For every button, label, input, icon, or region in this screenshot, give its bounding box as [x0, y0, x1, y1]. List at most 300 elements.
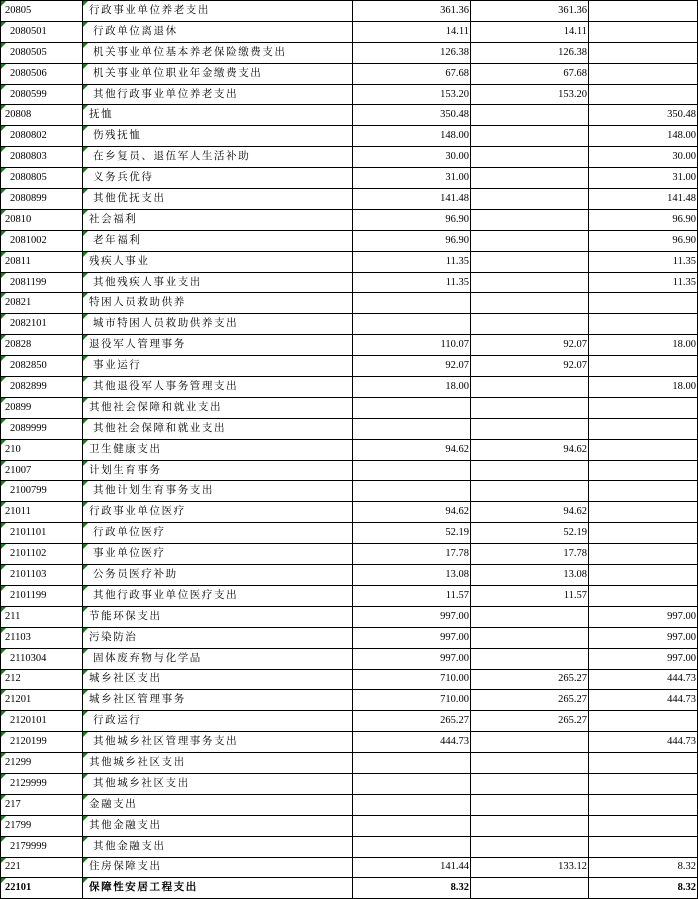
project-expenditure: 444.73	[667, 673, 696, 685]
account-name-cell[interactable]	[83, 1, 353, 22]
total-amount: 710.00	[440, 673, 469, 685]
account-code: 211	[5, 610, 21, 622]
account-name: 其他城乡社区管理事务支出	[93, 736, 239, 748]
account-name-cell[interactable]	[83, 335, 353, 356]
table-row	[1, 836, 698, 857]
cell-marker-icon	[1, 314, 6, 319]
total-amount-cell[interactable]	[353, 105, 471, 126]
account-name-cell[interactable]	[83, 272, 353, 293]
account-name-cell[interactable]	[83, 565, 353, 586]
account-code-cell[interactable]	[1, 481, 83, 502]
account-code-cell[interactable]	[1, 147, 83, 168]
account-code-cell[interactable]	[1, 544, 83, 565]
account-name-cell[interactable]	[83, 606, 353, 627]
account-code-cell[interactable]	[1, 836, 83, 857]
account-code-cell[interactable]	[1, 585, 83, 606]
cell-marker-icon	[83, 64, 88, 69]
total-amount-cell[interactable]	[353, 481, 471, 502]
total-amount-cell[interactable]	[353, 84, 471, 105]
account-code-cell[interactable]	[1, 63, 83, 84]
total-amount-cell[interactable]	[353, 815, 471, 836]
table-row	[1, 565, 698, 586]
account-code-cell[interactable]	[1, 377, 83, 398]
basic-expenditure-cell[interactable]	[471, 168, 589, 189]
account-name-cell[interactable]	[83, 794, 353, 815]
account-code: 20811	[5, 255, 31, 267]
project-expenditure-cell[interactable]	[589, 690, 698, 711]
table-row	[1, 335, 698, 356]
basic-expenditure-cell[interactable]	[471, 794, 589, 815]
project-expenditure: 11.35	[672, 255, 696, 267]
basic-expenditure: 52.19	[563, 527, 587, 539]
basic-expenditure-cell[interactable]	[471, 314, 589, 335]
account-code-cell[interactable]	[1, 460, 83, 481]
account-name-cell[interactable]	[83, 753, 353, 774]
total-amount-cell[interactable]	[353, 773, 471, 794]
account-name: 行政事业单位医疗	[89, 506, 186, 518]
account-code: 2080505	[10, 46, 47, 58]
account-code-cell[interactable]	[1, 732, 83, 753]
account-name: 在乡复员、退伍军人生活补助	[93, 151, 251, 163]
project-expenditure: 11.35	[672, 276, 696, 288]
total-amount-cell[interactable]	[353, 293, 471, 314]
total-amount-cell[interactable]	[353, 690, 471, 711]
project-expenditure-cell[interactable]	[589, 63, 698, 84]
account-code-cell[interactable]	[1, 356, 83, 377]
project-expenditure-cell[interactable]	[589, 42, 698, 63]
total-amount: 30.00	[445, 151, 469, 163]
account-name-cell[interactable]	[83, 147, 353, 168]
account-code-cell[interactable]	[1, 272, 83, 293]
cell-marker-icon	[83, 502, 88, 507]
cell-marker-icon	[83, 85, 88, 90]
total-amount: 126.38	[440, 46, 469, 58]
account-code-cell[interactable]	[1, 251, 83, 272]
total-amount-cell[interactable]	[353, 606, 471, 627]
table-row	[1, 21, 698, 42]
account-code-cell[interactable]	[1, 42, 83, 63]
account-code-cell[interactable]	[1, 209, 83, 230]
basic-expenditure-cell[interactable]	[471, 815, 589, 836]
account-code: 21201	[5, 694, 32, 706]
total-amount: 444.73	[440, 736, 469, 748]
account-name-cell[interactable]	[83, 481, 353, 502]
project-expenditure-cell[interactable]	[589, 272, 698, 293]
account-name-cell[interactable]	[83, 815, 353, 836]
account-code: 20810	[5, 213, 32, 225]
total-amount-cell[interactable]	[353, 460, 471, 481]
project-expenditure-cell[interactable]	[589, 105, 698, 126]
basic-expenditure-cell[interactable]	[471, 251, 589, 272]
basic-expenditure-cell[interactable]	[471, 377, 589, 398]
account-name-cell[interactable]	[83, 314, 353, 335]
total-amount-cell[interactable]	[353, 878, 471, 899]
project-expenditure-cell[interactable]	[589, 293, 698, 314]
account-name-cell[interactable]	[83, 836, 353, 857]
account-code-cell[interactable]	[1, 1, 83, 22]
account-name-cell[interactable]	[83, 42, 353, 63]
account-code-cell[interactable]	[1, 314, 83, 335]
project-expenditure-cell[interactable]	[589, 147, 698, 168]
total-amount-cell[interactable]	[353, 648, 471, 669]
account-code-cell[interactable]	[1, 168, 83, 189]
basic-expenditure-cell[interactable]	[471, 397, 589, 418]
account-name-cell[interactable]	[83, 189, 353, 210]
table-row	[1, 126, 698, 147]
account-code-cell[interactable]	[1, 815, 83, 836]
account-name-cell[interactable]	[83, 168, 353, 189]
table-row	[1, 794, 698, 815]
basic-expenditure-cell[interactable]	[471, 502, 589, 523]
total-amount-cell[interactable]	[353, 753, 471, 774]
cell-marker-icon	[1, 607, 6, 612]
account-code-cell[interactable]	[1, 418, 83, 439]
account-name-cell[interactable]	[83, 648, 353, 669]
account-code-cell[interactable]	[1, 857, 83, 878]
cell-marker-icon	[1, 649, 6, 654]
account-code-cell[interactable]	[1, 794, 83, 815]
account-name-cell[interactable]	[83, 502, 353, 523]
account-code-cell[interactable]	[1, 648, 83, 669]
account-code-cell[interactable]	[1, 189, 83, 210]
cell-marker-icon	[83, 544, 88, 549]
account-name-cell[interactable]	[83, 544, 353, 565]
account-code-cell[interactable]	[1, 606, 83, 627]
project-expenditure-cell[interactable]	[589, 251, 698, 272]
cell-marker-icon	[1, 586, 6, 591]
project-expenditure: 96.90	[672, 234, 696, 246]
total-amount-cell[interactable]	[353, 230, 471, 251]
account-name-cell[interactable]	[83, 585, 353, 606]
project-expenditure-cell[interactable]	[589, 732, 698, 753]
account-name-cell[interactable]	[83, 669, 353, 690]
account-code: 20808	[5, 109, 32, 121]
cell-marker-icon	[83, 711, 88, 716]
account-code: 2120199	[10, 736, 47, 748]
project-expenditure-cell[interactable]	[589, 397, 698, 418]
account-code-cell[interactable]	[1, 523, 83, 544]
total-amount-cell[interactable]	[353, 272, 471, 293]
project-expenditure-cell[interactable]	[589, 878, 698, 899]
account-name-cell[interactable]	[83, 293, 353, 314]
account-name-cell[interactable]	[83, 251, 353, 272]
total-amount-cell[interactable]	[353, 669, 471, 690]
table-row	[1, 251, 698, 272]
total-amount-cell[interactable]	[353, 794, 471, 815]
account-name-cell[interactable]	[83, 690, 353, 711]
project-expenditure-cell[interactable]	[589, 544, 698, 565]
cell-marker-icon	[1, 837, 6, 842]
basic-expenditure: 14.11	[563, 25, 587, 37]
account-name-cell[interactable]	[83, 230, 353, 251]
total-amount-cell[interactable]	[353, 397, 471, 418]
account-name-cell[interactable]	[83, 878, 353, 899]
basic-expenditure-cell[interactable]	[471, 189, 589, 210]
basic-expenditure-cell[interactable]	[471, 356, 589, 377]
account-code: 2101103	[10, 568, 47, 580]
total-amount-cell[interactable]	[353, 377, 471, 398]
total-amount-cell[interactable]	[353, 42, 471, 63]
account-name: 老年福利	[93, 234, 142, 246]
project-expenditure: 8.32	[677, 882, 696, 894]
project-expenditure-cell[interactable]	[589, 209, 698, 230]
project-expenditure-cell[interactable]	[589, 753, 698, 774]
account-name-cell[interactable]	[83, 356, 353, 377]
account-name-cell[interactable]	[83, 523, 353, 544]
basic-expenditure-cell[interactable]	[471, 105, 589, 126]
project-expenditure-cell[interactable]	[589, 794, 698, 815]
table-row	[1, 502, 698, 523]
account-code: 20821	[5, 297, 32, 309]
total-amount-cell[interactable]	[353, 189, 471, 210]
account-name: 残疾人事业	[89, 255, 150, 267]
account-code-cell[interactable]	[1, 126, 83, 147]
total-amount-cell[interactable]	[353, 732, 471, 753]
total-amount-cell[interactable]	[353, 585, 471, 606]
account-name-cell[interactable]	[83, 84, 353, 105]
basic-expenditure-cell[interactable]	[471, 690, 589, 711]
account-code-cell[interactable]	[1, 502, 83, 523]
basic-expenditure-cell[interactable]	[471, 21, 589, 42]
basic-expenditure: 133.12	[558, 861, 587, 873]
account-name-cell[interactable]	[83, 711, 353, 732]
basic-expenditure-cell[interactable]	[471, 84, 589, 105]
total-amount-cell[interactable]	[353, 418, 471, 439]
account-name-cell[interactable]	[83, 126, 353, 147]
project-expenditure: 997.00	[667, 631, 696, 643]
basic-expenditure-cell[interactable]	[471, 544, 589, 565]
account-code: 2089999	[10, 422, 47, 434]
account-name-cell[interactable]	[83, 397, 353, 418]
project-expenditure-cell[interactable]	[589, 189, 698, 210]
account-name-cell[interactable]	[83, 773, 353, 794]
cell-marker-icon	[83, 168, 88, 173]
cell-marker-icon	[1, 502, 6, 507]
basic-expenditure-cell[interactable]	[471, 585, 589, 606]
project-expenditure-cell[interactable]	[589, 815, 698, 836]
basic-expenditure-cell[interactable]	[471, 42, 589, 63]
project-expenditure-cell[interactable]	[589, 481, 698, 502]
cell-marker-icon	[83, 419, 88, 424]
basic-expenditure-cell[interactable]	[471, 418, 589, 439]
basic-expenditure-cell[interactable]	[471, 878, 589, 899]
cell-marker-icon	[1, 22, 6, 27]
basic-expenditure-cell[interactable]	[471, 209, 589, 230]
table-row	[1, 272, 698, 293]
basic-expenditure-cell[interactable]	[471, 753, 589, 774]
project-expenditure: 997.00	[667, 652, 696, 664]
account-code-cell[interactable]	[1, 878, 83, 899]
project-expenditure-cell[interactable]	[589, 648, 698, 669]
account-name-cell[interactable]	[83, 439, 353, 460]
account-name-cell[interactable]	[83, 209, 353, 230]
total-amount-cell[interactable]	[353, 356, 471, 377]
basic-expenditure-cell[interactable]	[471, 773, 589, 794]
table-row	[1, 397, 698, 418]
basic-expenditure-cell[interactable]	[471, 126, 589, 147]
total-amount-cell[interactable]	[353, 502, 471, 523]
total-amount: 11.35	[445, 276, 469, 288]
account-name-cell[interactable]	[83, 105, 353, 126]
account-code-cell[interactable]	[1, 439, 83, 460]
basic-expenditure-cell[interactable]	[471, 606, 589, 627]
project-expenditure-cell[interactable]	[589, 857, 698, 878]
account-code-cell[interactable]	[1, 84, 83, 105]
project-expenditure-cell[interactable]	[589, 1, 698, 22]
account-code-cell[interactable]	[1, 773, 83, 794]
account-code-cell[interactable]	[1, 753, 83, 774]
basic-expenditure-cell[interactable]	[471, 857, 589, 878]
total-amount-cell[interactable]	[353, 209, 471, 230]
account-code-cell[interactable]	[1, 669, 83, 690]
table-row	[1, 418, 698, 439]
account-name-cell[interactable]	[83, 377, 353, 398]
project-expenditure-cell[interactable]	[589, 21, 698, 42]
total-amount-cell[interactable]	[353, 711, 471, 732]
total-amount-cell[interactable]	[353, 147, 471, 168]
account-name-cell[interactable]	[83, 63, 353, 84]
total-amount-cell[interactable]	[353, 565, 471, 586]
account-code-cell[interactable]	[1, 230, 83, 251]
project-expenditure-cell[interactable]	[589, 418, 698, 439]
total-amount-cell[interactable]	[353, 544, 471, 565]
basic-expenditure-cell[interactable]	[471, 293, 589, 314]
project-expenditure-cell[interactable]	[589, 168, 698, 189]
project-expenditure-cell[interactable]	[589, 711, 698, 732]
cell-marker-icon	[83, 837, 88, 842]
project-expenditure-cell[interactable]	[589, 627, 698, 648]
basic-expenditure-cell[interactable]	[471, 523, 589, 544]
basic-expenditure-cell[interactable]	[471, 836, 589, 857]
table-row	[1, 147, 698, 168]
total-amount-cell[interactable]	[353, 627, 471, 648]
account-name: 事业单位医疗	[93, 548, 166, 560]
project-expenditure-cell[interactable]	[589, 773, 698, 794]
total-amount: 13.08	[445, 568, 469, 580]
cell-marker-icon	[1, 273, 6, 278]
cell-marker-icon	[1, 105, 6, 110]
project-expenditure: 997.00	[667, 610, 696, 622]
account-code-cell[interactable]	[1, 335, 83, 356]
total-amount-cell[interactable]	[353, 251, 471, 272]
basic-expenditure-cell[interactable]	[471, 669, 589, 690]
project-expenditure-cell[interactable]	[589, 606, 698, 627]
project-expenditure-cell[interactable]	[589, 836, 698, 857]
project-expenditure-cell[interactable]	[589, 565, 698, 586]
total-amount: 92.07	[445, 360, 469, 372]
account-name: 其他社会保障和就业支出	[89, 401, 223, 413]
project-expenditure-cell[interactable]	[589, 356, 698, 377]
account-code-cell[interactable]	[1, 711, 83, 732]
total-amount-cell[interactable]	[353, 857, 471, 878]
account-name: 城乡社区支出	[89, 673, 162, 685]
project-expenditure-cell[interactable]	[589, 523, 698, 544]
account-code-cell[interactable]	[1, 21, 83, 42]
basic-expenditure-cell[interactable]	[471, 335, 589, 356]
project-expenditure-cell[interactable]	[589, 84, 698, 105]
total-amount-cell[interactable]	[353, 21, 471, 42]
project-expenditure-cell[interactable]	[589, 502, 698, 523]
account-code: 20805	[5, 4, 32, 16]
table-row	[1, 314, 698, 335]
basic-expenditure: 92.07	[563, 360, 587, 372]
basic-expenditure-cell[interactable]	[471, 439, 589, 460]
cell-marker-icon	[83, 1, 88, 6]
project-expenditure-cell[interactable]	[589, 377, 698, 398]
basic-expenditure-cell[interactable]	[471, 230, 589, 251]
basic-expenditure-cell[interactable]	[471, 565, 589, 586]
total-amount-cell[interactable]	[353, 523, 471, 544]
account-name-cell[interactable]	[83, 627, 353, 648]
total-amount-cell[interactable]	[353, 314, 471, 335]
total-amount-cell[interactable]	[353, 439, 471, 460]
account-name-cell[interactable]	[83, 21, 353, 42]
total-amount-cell[interactable]	[353, 836, 471, 857]
project-expenditure-cell[interactable]	[589, 126, 698, 147]
project-expenditure-cell[interactable]	[589, 669, 698, 690]
total-amount-cell[interactable]	[353, 1, 471, 22]
account-name-cell[interactable]	[83, 857, 353, 878]
total-amount-cell[interactable]	[353, 168, 471, 189]
basic-expenditure-cell[interactable]	[471, 711, 589, 732]
basic-expenditure: 94.62	[563, 443, 587, 455]
account-code: 2082850	[10, 360, 47, 372]
total-amount-cell[interactable]	[353, 126, 471, 147]
basic-expenditure-cell[interactable]	[471, 460, 589, 481]
table-row	[1, 439, 698, 460]
account-name-cell[interactable]	[83, 418, 353, 439]
table-row	[1, 377, 698, 398]
account-code-cell[interactable]	[1, 105, 83, 126]
account-name-cell[interactable]	[83, 460, 353, 481]
account-code-cell[interactable]	[1, 565, 83, 586]
basic-expenditure-cell[interactable]	[471, 648, 589, 669]
table-row	[1, 606, 698, 627]
account-name: 其他金融支出	[89, 819, 162, 831]
account-code-cell[interactable]	[1, 397, 83, 418]
total-amount: 141.48	[440, 192, 469, 204]
project-expenditure-cell[interactable]	[589, 230, 698, 251]
basic-expenditure-cell[interactable]	[471, 147, 589, 168]
total-amount: 52.19	[445, 527, 469, 539]
cell-marker-icon	[1, 711, 6, 716]
account-code: 20899	[5, 401, 32, 413]
basic-expenditure-cell[interactable]	[471, 481, 589, 502]
basic-expenditure-cell[interactable]	[471, 732, 589, 753]
account-code-cell[interactable]	[1, 627, 83, 648]
total-amount-cell[interactable]	[353, 335, 471, 356]
project-expenditure-cell[interactable]	[589, 439, 698, 460]
project-expenditure-cell[interactable]	[589, 585, 698, 606]
total-amount: 14.11	[445, 25, 469, 37]
account-code: 22101	[5, 882, 32, 894]
basic-expenditure-cell[interactable]	[471, 1, 589, 22]
project-expenditure-cell[interactable]	[589, 335, 698, 356]
total-amount: 18.00	[445, 380, 469, 392]
total-amount-cell[interactable]	[353, 63, 471, 84]
project-expenditure-cell[interactable]	[589, 460, 698, 481]
basic-expenditure-cell[interactable]	[471, 63, 589, 84]
account-name-cell[interactable]	[83, 732, 353, 753]
basic-expenditure-cell[interactable]	[471, 627, 589, 648]
account-code-cell[interactable]	[1, 293, 83, 314]
basic-expenditure-cell[interactable]	[471, 272, 589, 293]
account-name: 其他城乡社区支出	[93, 777, 190, 789]
account-code: 2101102	[10, 548, 47, 560]
account-code-cell[interactable]	[1, 690, 83, 711]
basic-expenditure: 67.68	[563, 67, 587, 79]
project-expenditure-cell[interactable]	[589, 314, 698, 335]
